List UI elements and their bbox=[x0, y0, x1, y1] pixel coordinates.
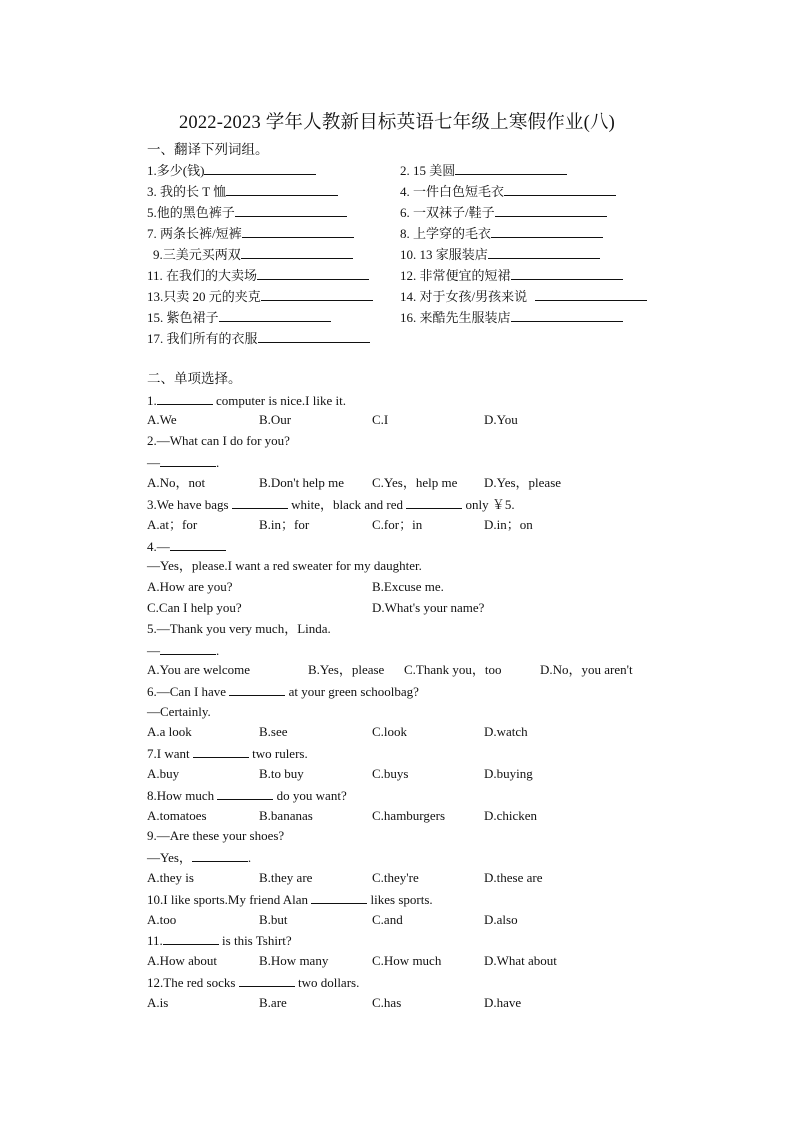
answer-blank[interactable] bbox=[239, 974, 295, 987]
q5-option-a[interactable]: A.You are welcome bbox=[147, 662, 251, 677]
q12-option-d[interactable]: D.have bbox=[484, 995, 522, 1010]
answer-blank[interactable] bbox=[511, 309, 623, 322]
question-3: 3.We have bags white，black and red only ￥5. bbox=[147, 497, 515, 512]
q12-option-a[interactable]: A.is bbox=[147, 995, 169, 1010]
q2-option-a[interactable]: A.No，not bbox=[147, 475, 206, 490]
question-7: 7.I want two rulers. bbox=[147, 746, 308, 761]
answer-blank[interactable] bbox=[232, 496, 288, 509]
q10-option-b[interactable]: B.but bbox=[259, 912, 288, 927]
question-5: 5.—Thank you very much，Linda. bbox=[147, 621, 331, 636]
answer-blank[interactable] bbox=[160, 642, 216, 655]
q3-option-d[interactable]: D.in；on bbox=[484, 517, 533, 532]
answer-blank[interactable] bbox=[160, 454, 216, 467]
q5-option-c[interactable]: C.Thank you，too bbox=[404, 662, 502, 677]
q11-option-b[interactable]: B.How many bbox=[259, 953, 329, 968]
answer-blank[interactable] bbox=[217, 787, 273, 800]
q4-option-d[interactable]: D.What's your name? bbox=[372, 600, 485, 615]
question-9: 9.—Are these your shoes? bbox=[147, 828, 285, 843]
q10-option-d[interactable]: D.also bbox=[484, 912, 518, 927]
s1-item-12: 12. 非常便宜的短裙 bbox=[400, 267, 623, 284]
q2-option-b[interactable]: B.Don't help me bbox=[259, 475, 345, 490]
q12-option-c[interactable]: C.has bbox=[372, 995, 402, 1010]
answer-blank[interactable] bbox=[242, 225, 354, 238]
q2-option-d[interactable]: D.Yes，please bbox=[484, 475, 562, 490]
answer-blank[interactable] bbox=[495, 204, 607, 217]
answer-blank[interactable] bbox=[193, 745, 249, 758]
question-9-reply: —Yes， . bbox=[147, 850, 252, 865]
question-5-reply: — . bbox=[147, 643, 220, 658]
q8-option-a[interactable]: A.tomatoes bbox=[147, 808, 207, 823]
s1-item-8: 8. 上学穿的毛衣 bbox=[400, 225, 603, 242]
q9-option-c[interactable]: C.they're bbox=[372, 870, 419, 885]
answer-blank[interactable] bbox=[511, 267, 623, 280]
answer-blank[interactable] bbox=[226, 183, 338, 196]
q9-option-b[interactable]: B.they are bbox=[259, 870, 313, 885]
s1-item-7: 7. 两条长裤/短裤 bbox=[147, 225, 354, 242]
q8-option-b[interactable]: B.bananas bbox=[259, 808, 313, 823]
answer-blank[interactable] bbox=[219, 309, 331, 322]
q4-option-a[interactable]: A.How are you? bbox=[147, 579, 233, 594]
question-10: 10.I like sports.My friend Alan likes sports. bbox=[147, 892, 433, 907]
q6-option-c[interactable]: C.look bbox=[372, 724, 408, 739]
page-title: 2022-2023 学年人教新目标英语七年级上寒假作业(八) bbox=[178, 113, 616, 133]
q4-option-b[interactable]: B.Excuse me. bbox=[372, 579, 444, 594]
answer-blank[interactable] bbox=[157, 392, 213, 405]
question-4-reply: —Yes，please.I want a red sweater for my daughter. bbox=[147, 558, 422, 573]
question-4: 4.— bbox=[147, 538, 226, 555]
q1-option-b[interactable]: B.Our bbox=[259, 412, 292, 427]
question-1: 1. computer is nice.I like it. bbox=[147, 393, 346, 408]
q1-option-c[interactable]: C.I bbox=[372, 412, 389, 427]
answer-blank[interactable] bbox=[235, 204, 347, 217]
answer-blank[interactable] bbox=[406, 496, 462, 509]
q9-option-a[interactable]: A.they is bbox=[147, 870, 194, 885]
q9-option-d[interactable]: D.these are bbox=[484, 870, 543, 885]
s1-item-11: 11. 在我们的大卖场 bbox=[147, 267, 369, 284]
answer-blank[interactable] bbox=[504, 183, 616, 196]
answer-blank[interactable] bbox=[455, 162, 567, 175]
answer-blank[interactable] bbox=[491, 225, 603, 238]
q7-option-b[interactable]: B.to buy bbox=[259, 766, 304, 781]
question-8: 8.How much do you want? bbox=[147, 788, 347, 803]
s1-item-2: 2. 15 美圆 bbox=[400, 162, 567, 179]
q3-option-c[interactable]: C.for；in bbox=[372, 517, 423, 532]
s1-item-17: 17. 我们所有的衣服 bbox=[147, 330, 370, 347]
q7-option-a[interactable]: A.buy bbox=[147, 766, 180, 781]
s1-item-3: 3. 我的长 T 恤 bbox=[147, 183, 338, 200]
question-6-reply: —Certainly. bbox=[147, 704, 211, 719]
s1-item-15: 15. 紫色裙子 bbox=[147, 309, 331, 326]
answer-blank[interactable] bbox=[261, 288, 373, 301]
q6-option-a[interactable]: A.a look bbox=[147, 724, 192, 739]
s1-item-4: 4. 一件白色短毛衣 bbox=[400, 183, 616, 200]
s1-item-9: 9.三美元买两双 bbox=[153, 246, 353, 263]
question-12: 12.The red socks two dollars. bbox=[147, 975, 360, 990]
answer-blank[interactable] bbox=[241, 246, 353, 259]
q8-option-c[interactable]: C.hamburgers bbox=[372, 808, 446, 823]
s1-item-1: 1.多少(钱) bbox=[147, 162, 316, 179]
q1-option-a[interactable]: A.We bbox=[147, 412, 177, 427]
q7-option-d[interactable]: D.buying bbox=[484, 766, 533, 781]
answer-blank[interactable] bbox=[258, 330, 370, 343]
q2-option-c[interactable]: C.Yes，help me bbox=[372, 475, 458, 490]
section2-heading: 二、单项选择。 bbox=[147, 371, 242, 386]
q1-option-d[interactable]: D.You bbox=[484, 412, 518, 427]
question-11: 11. is this Tshirt? bbox=[147, 933, 292, 948]
s1-item-5: 5.他的黑色裤子 bbox=[147, 204, 347, 221]
q6-option-b[interactable]: B.see bbox=[259, 724, 288, 739]
answer-blank[interactable] bbox=[229, 683, 285, 696]
question-2: 2.—What can I do for you? bbox=[147, 433, 290, 448]
q8-option-d[interactable]: D.chicken bbox=[484, 808, 538, 823]
answer-blank[interactable] bbox=[311, 891, 367, 904]
q3-option-a[interactable]: A.at；for bbox=[147, 517, 198, 532]
q10-option-a[interactable]: A.too bbox=[147, 912, 177, 927]
question-2-reply: — . bbox=[147, 455, 220, 470]
answer-blank[interactable] bbox=[488, 246, 600, 259]
s1-item-14: 14. 对于女孩/男孩来说 bbox=[400, 288, 647, 305]
q11-option-d[interactable]: D.What about bbox=[484, 953, 557, 968]
answer-blank[interactable] bbox=[204, 162, 316, 175]
answer-blank[interactable] bbox=[170, 538, 226, 551]
answer-blank[interactable] bbox=[192, 849, 248, 862]
answer-blank[interactable] bbox=[257, 267, 369, 280]
q12-option-b[interactable]: B.are bbox=[259, 995, 287, 1010]
answer-blank[interactable] bbox=[163, 932, 219, 945]
q6-option-d[interactable]: D.watch bbox=[484, 724, 528, 739]
question-6: 6.—Can I have at your green schoolbag? bbox=[147, 684, 419, 699]
q7-option-c[interactable]: C.buys bbox=[372, 766, 409, 781]
s1-item-16: 16. 来酷先生服装店 bbox=[400, 309, 623, 326]
answer-blank[interactable] bbox=[535, 288, 647, 301]
q5-option-d[interactable]: D.No，you aren't bbox=[540, 662, 633, 677]
q3-option-b[interactable]: B.in；for bbox=[259, 517, 310, 532]
q5-option-b[interactable]: B.Yes，please bbox=[308, 662, 385, 677]
q11-option-c[interactable]: C.How much bbox=[372, 953, 442, 968]
q4-option-c[interactable]: C.Can I help you? bbox=[147, 600, 242, 615]
section1-heading: 一、翻译下列词组。 bbox=[147, 142, 269, 157]
s1-item-10: 10. 13 家服装店 bbox=[400, 246, 600, 263]
s1-item-13: 13.只卖 20 元的夹克 bbox=[147, 288, 373, 305]
s1-item-6: 6. 一双袜子/鞋子 bbox=[400, 204, 607, 221]
q11-option-a[interactable]: A.How about bbox=[147, 953, 218, 968]
q10-option-c[interactable]: C.and bbox=[372, 912, 403, 927]
